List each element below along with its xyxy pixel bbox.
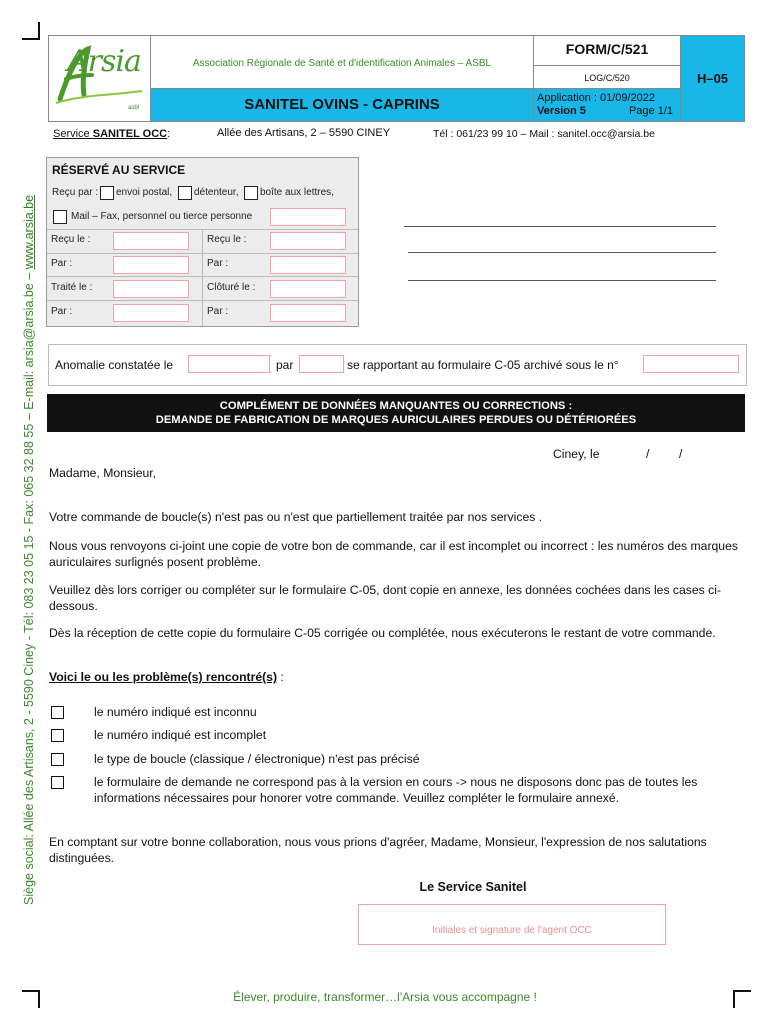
service-contact: Tél : 061/23 99 10 – Mail : sanitel.occ@arsia.be (433, 128, 655, 140)
brand-name: Arsia (67, 44, 141, 79)
address-line-1[interactable] (404, 226, 716, 227)
recu-le-field-1[interactable] (113, 232, 189, 250)
paragraph-2: Nous vous renvoyons ci-joint une copie de votre bon de commande, car il est incomplet ou incorrect : les numéros des marques auriculaires surlignés posent problème. (49, 539, 738, 569)
par-label-2: Par : (207, 258, 229, 269)
traite-le-field[interactable] (113, 280, 189, 298)
date-separator-1: / (646, 447, 650, 461)
detenteur-label: détenteur, (194, 187, 239, 198)
checkbox-envoi-postal[interactable] (100, 186, 114, 200)
ref-cell (681, 36, 745, 122)
version-line (537, 105, 677, 118)
signature-title: Le Service Sanitel (419, 880, 527, 894)
title-cell (151, 89, 534, 122)
association-cell (151, 36, 534, 89)
problem-checkbox-1[interactable] (51, 706, 64, 719)
banner-line-1: COMPLÉMENT DE DONNÉES MANQUANTES OU CORRECTIONS : (219, 400, 573, 412)
service-label-colon: : (167, 128, 171, 140)
document-title: SANITEL OVINS - CAPRINS (244, 96, 440, 113)
cloture-le-field[interactable] (270, 280, 346, 298)
par-field-2[interactable] (270, 256, 346, 274)
form-reference: H–05 (696, 70, 729, 86)
banner-line-2: DEMANDE DE FABRICATION DE MARQUES AURICULAIRES PERDUES OU DÉTÉRIORÉES (155, 413, 637, 426)
problems-colon: : (277, 670, 284, 684)
par-field-3[interactable] (113, 304, 189, 322)
par-field-4[interactable] (270, 304, 346, 322)
boite-aux-lettres-label: boîte aux lettres, (260, 187, 334, 198)
sidebar-contact-text (22, 195, 36, 905)
service-address: Allée des Artisans, 2 – 5590 CINEY (217, 127, 391, 139)
problem-checkbox-3[interactable] (51, 753, 64, 766)
sidebar-url-link[interactable]: www.arsia.be (22, 194, 36, 270)
reserved-vertical-divider (202, 229, 203, 326)
brand-wordmark (53, 44, 141, 79)
section-banner (47, 394, 745, 432)
association-name: Association Régionale de Santé et d'identification Animales – ASBL (192, 58, 492, 69)
sidebar-address: Siège social: Allée des Artisans, 2 - 5590 Ciney - Tél: 083 23 05 15 - Fax: 065 32 88 55 – E-mail: arsia@arsia.be – (22, 269, 36, 905)
header-table (48, 35, 745, 122)
signature-box-label: Initiales et signature de l'agent OCC (432, 925, 592, 936)
corner-mark-top-left (22, 22, 40, 40)
anomaly-archive-field[interactable] (643, 355, 739, 373)
problem-item-2: le numéro indiqué est incomplet (94, 728, 267, 742)
reserved-title: RÉSERVÉ AU SERVICE (52, 163, 186, 177)
problem-item-3: le type de boucle (classique / électronique) n'est pas précisé (94, 752, 420, 766)
date-label: Ciney, le (553, 447, 600, 461)
service-line (53, 128, 170, 140)
problem-checkbox-4[interactable] (51, 776, 64, 789)
signature-box[interactable] (358, 904, 666, 945)
address-line-3[interactable] (408, 280, 716, 281)
brand-sub-wrap (128, 96, 139, 114)
anomaly-by-label: par (276, 358, 294, 372)
anomaly-by-field[interactable] (299, 355, 344, 373)
log-code: LOG/C/520 (584, 72, 630, 83)
log-code-cell (534, 65, 681, 88)
recu-le-field-2[interactable] (270, 232, 346, 250)
par-label-1: Par : (51, 258, 73, 269)
recu-par-label: Reçu par : (52, 187, 99, 198)
envoi-postal-label: envoi postal, (116, 187, 173, 198)
salutation: Madame, Monsieur, (49, 466, 157, 480)
problems-heading (49, 670, 744, 686)
checkbox-detenteur[interactable] (178, 186, 192, 200)
recu-le-label-2: Reçu le : (207, 234, 247, 245)
cloture-le-label: Clôturé le : (207, 282, 256, 293)
problems-title: Voici le ou les problème(s) rencontré(s) (49, 670, 278, 684)
mail-fax-label: Mail – Fax, personnel ou tierce personne (71, 211, 253, 222)
tierce-personne-field[interactable] (270, 208, 346, 226)
anomaly-date-label: Anomalie constatée le (55, 358, 174, 372)
checkbox-boite-aux-lettres[interactable] (244, 186, 258, 200)
version-cell (534, 89, 681, 122)
paragraph-3: Veuillez dès lors corriger ou compléter sur le formulaire C-05, dont copie en annexe, les données cochées dans les cases ci-dessous. (49, 583, 722, 613)
footer-tagline: Élever, produire, transformer…l'Arsia vous accompagne ! (233, 990, 537, 1004)
problem-checkbox-2[interactable] (51, 729, 64, 742)
par-label-4: Par : (207, 306, 229, 317)
traite-le-label: Traité le : (51, 282, 93, 293)
service-label (53, 128, 167, 140)
paragraph-1: Votre commande de boucle(s) n'est pas ou n'est que partiellement traitée par nos services . (49, 510, 543, 524)
anomaly-date-field[interactable] (188, 355, 270, 373)
form-code-cell (534, 36, 681, 66)
par-field-1[interactable] (113, 256, 189, 274)
version-number: Version 5 (537, 105, 586, 117)
address-line-2[interactable] (408, 252, 716, 253)
paragraph-4: Dès la réception de cette copie du formulaire C-05 corrigée ou complétée, nous exécuterons le restant de votre commande. (49, 626, 716, 640)
service-label-name: SANITEL OCC (92, 128, 168, 140)
recu-le-label-1: Reçu le : (51, 234, 91, 245)
page-number: Page 1/1 (628, 105, 673, 117)
brand-suffix: asbl (128, 105, 140, 111)
anomaly-archive-label: se rapportant au formulaire C-05 archivé sous le n° (347, 358, 619, 372)
problem-item-4: le formulaire de demande ne correspond pas à la version en cours -> nous ne disposons donc pas de toutes les informations nécessaires pour honorer votre commande. Veuillez compléter le formulaire annexé. (94, 775, 698, 805)
date-separator-2: / (679, 447, 683, 461)
application-date: Application : 01/09/2022 (537, 92, 656, 104)
checkbox-mail-fax[interactable] (53, 210, 67, 224)
form-code: FORM/C/521 (565, 41, 649, 58)
par-label-3: Par : (51, 306, 73, 317)
closing-paragraph: En comptant sur votre bonne collaboration, nous vous prions d'agréer, Madame, Monsieur, l'expression de nos salutations distinguées. (49, 835, 707, 865)
problem-item-1: le numéro indiqué est inconnu (94, 705, 257, 719)
service-label-prefix: Service (53, 128, 93, 140)
